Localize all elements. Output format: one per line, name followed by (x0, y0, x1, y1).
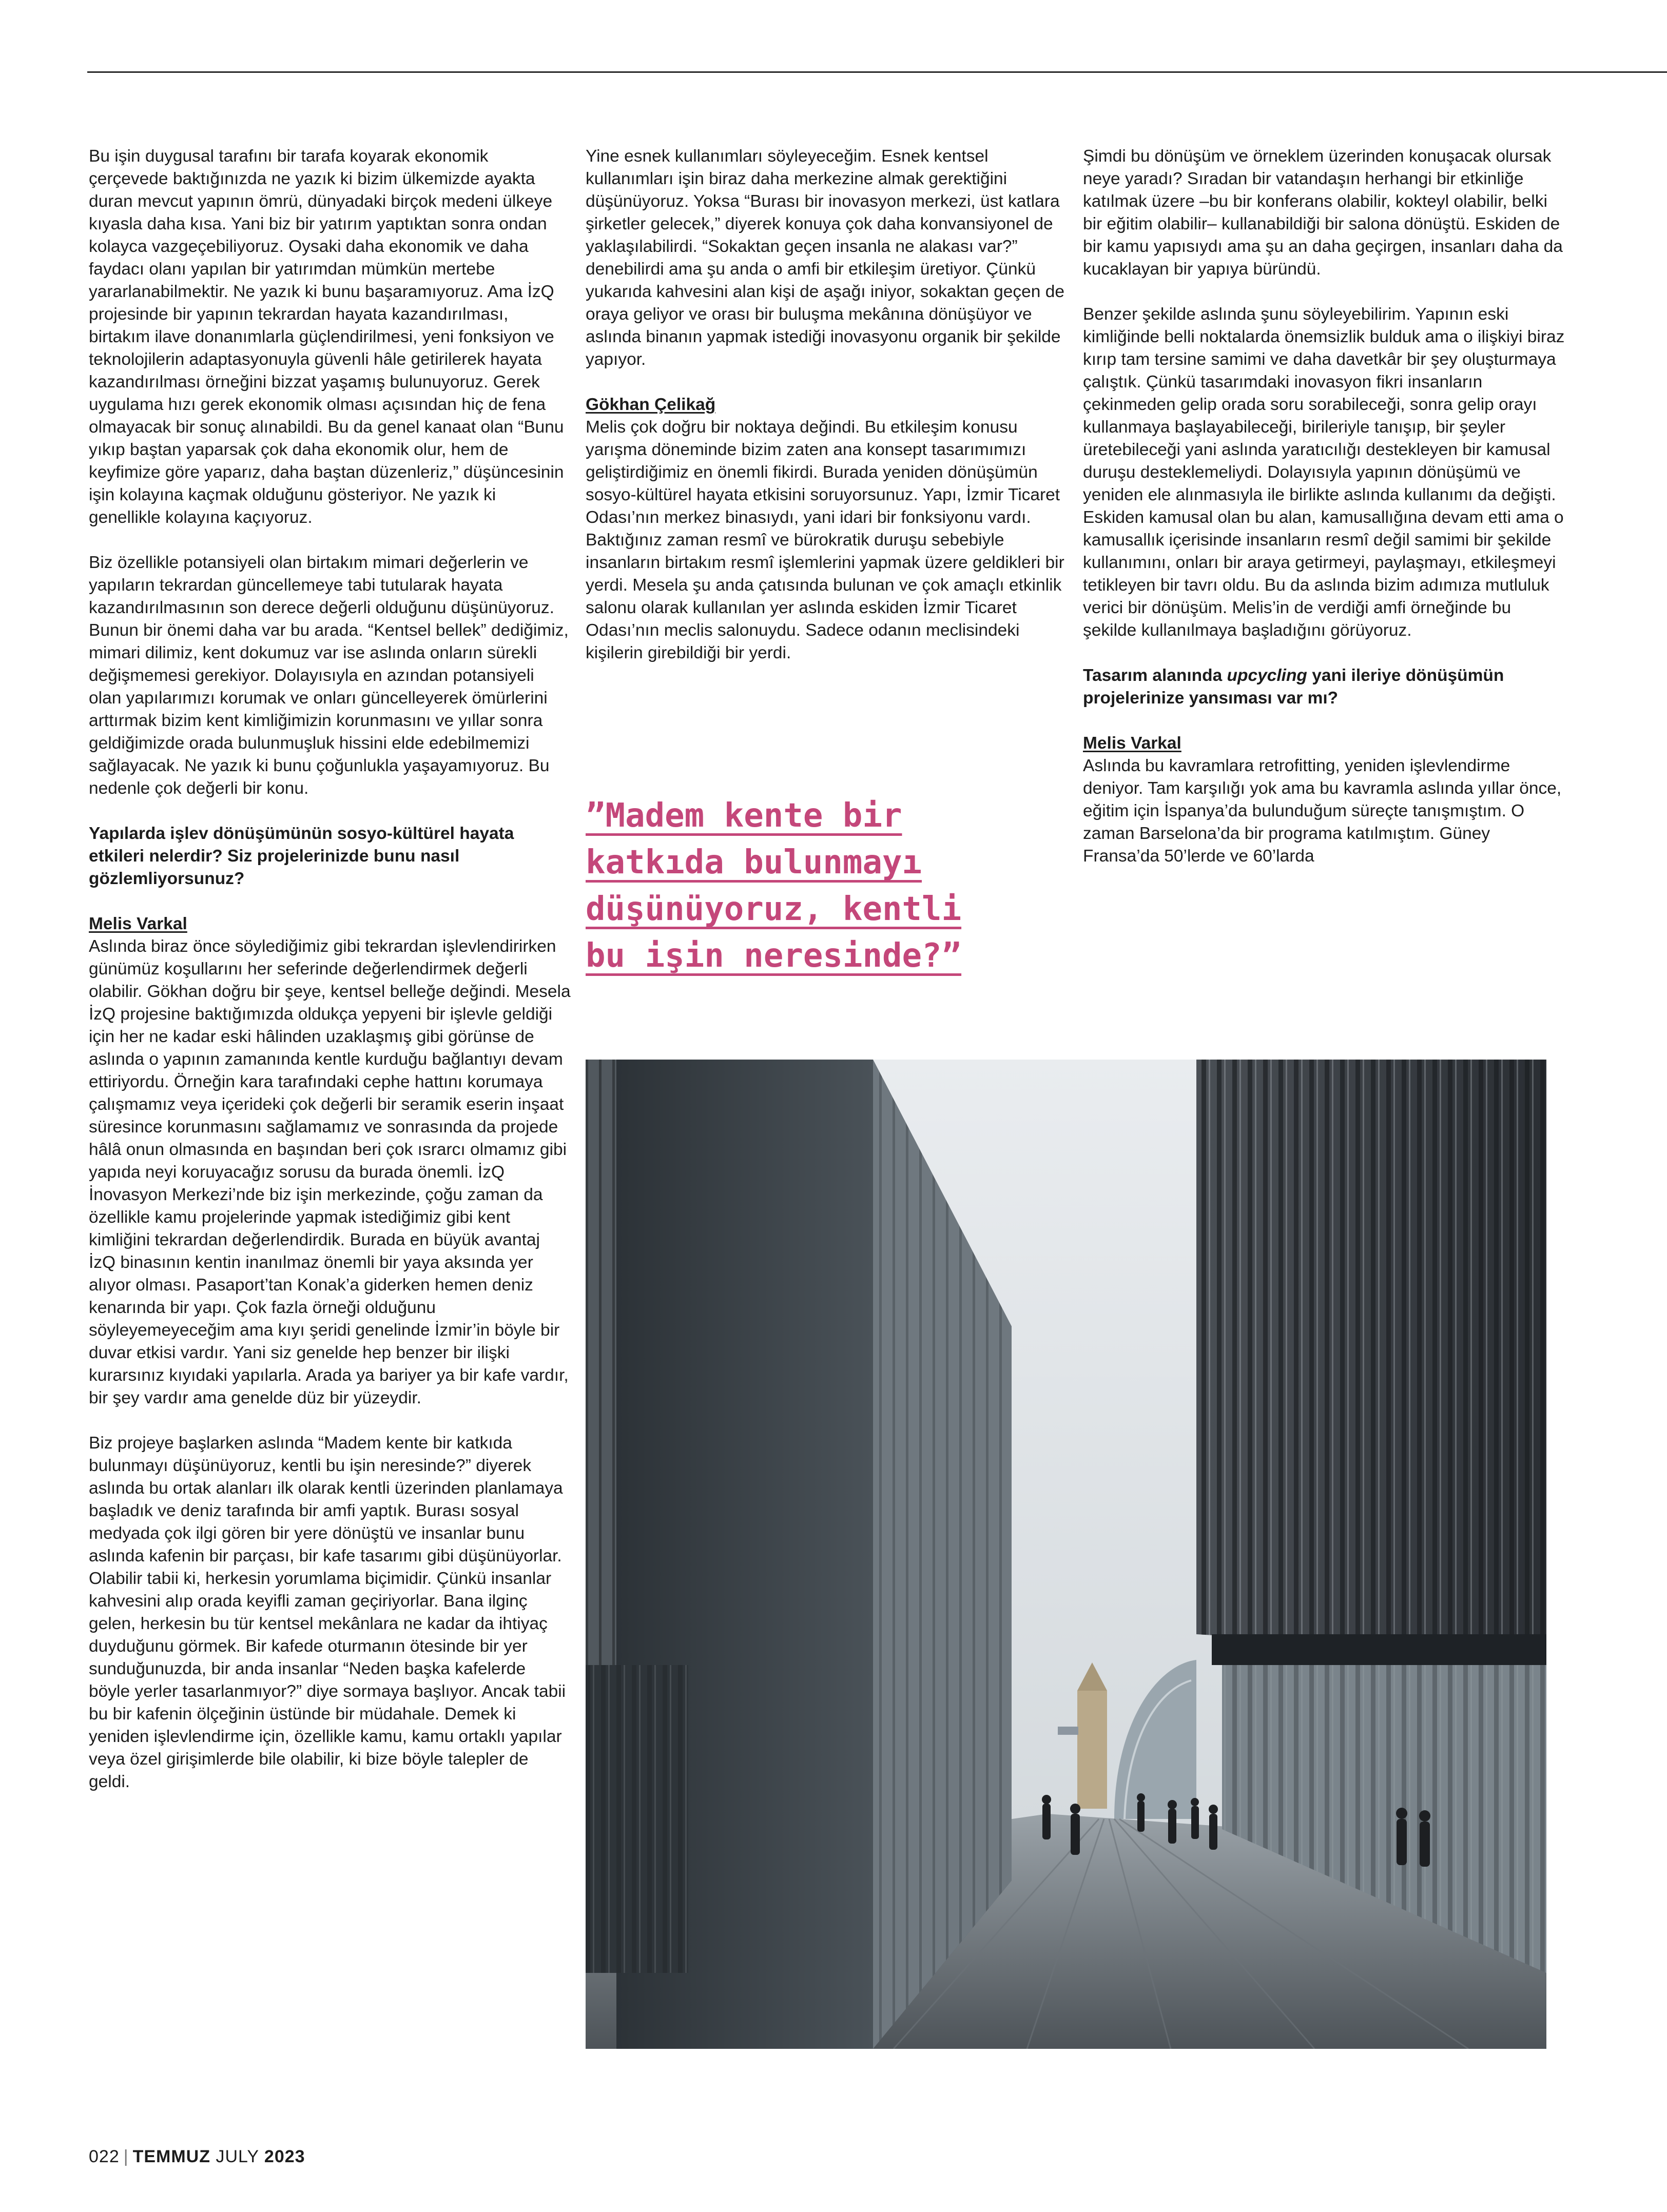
body-paragraph: Yine esnek kullanımları söyleyeceğim. Esnek kentsel kullanımları işin biraz daha merkezine almak gerektiğini düşünüyoruz. Yoksa “Burası bir inovasyon merkezi, üst katlara şirketler gelecek,” diyerek konuya çok daha konvansiyonel de yaklaşılabilirdi. “Sokaktan geçen insanla ne alakası var?” denebilirdi ama şu anda o amfi bir etkileşim üretiyor. Çünkü yukarıda kahvesini alan kişi de aşağı iniyor, sokaktan geçen de oraya geliyor ve orası bir buluşma mekânına dönüşüyor ve aslında binanın yapmak istediği inovasyonu organik bir şekilde yapıyor. (586, 147, 1064, 369)
body-paragraph: Bu işin duygusal tarafını bir tarafa koyarak ekonomik çerçevede baktığınızda ne yazık ki bizim ülkemizde ayakta duran mevcut yapının ömrü, dünyadaki birçok medeni ülkeye kıyasla daha kısa. Yani biz bir yatırım yaptıktan sonra ondan kolayca vazgeçebiliyoruz. Oysaki daha ekonomik ve daha faydacı olanı yapılan bir yatırımdan mümkün mertebe yararlanabilmektir. Ne yazık ki bunu başaramıyoruz. Ama İzQ projesinde bir yapının tekrardan hayata kazandırılması, birtakım ilave donanımlarla güçlendirilmesi, yeni fonksiyon ve teknolojilerin adaptasyonuyla güvenli hâle getirilerek hayata kazandırılması örneğini bizzat yaşamış bulunuyoruz. Gerek uygulama hızı gerek ekonomik olması açısından hiç de fena olmayacak bir sonuç alınabildi. Bu da genel kanaat olan “Bunu yıkıp baştan yaparsak çok daha ekonomik olur, hem de keyfimize göre yaparız, daha baştan düzenleriz,” düşüncesinin işin kolayına kaçmak olduğunu gösteriyor. Ne yazık ki genellikle kolayına kaçıyoruz. (89, 147, 564, 527)
body-paragraph: Biz özellikle potansiyeli olan birtakım mimari değerlerin ve yapıların tekrardan güncellemeye tabi tutularak hayata kazandırılmasının son derece değerli olduğunu düşünüyoruz. Bunun bir önemi daha var bu arada. “Kentsel bellek” dediğimiz, mimari dilimiz, kent dokumuz var ise aslında onların sürekli değişmemesi gerekiyor. Dolayısıyla en azından potansiyeli olan yapılarımızı korumak ve onları güncelleyerek ömürlerini arttırmak bizim kent kimliğimizin korunmasını ve yıllar sonra geldiğimizde orada bulunmuşluk hissini elde edebilmemizi sağlayacak. Ne yazık ki bunu çoğunlukla yaşayamıyoruz. Bu nedenle çok değerli bir konu. (89, 553, 569, 798)
page-footer (89, 2146, 305, 2167)
footer-separator: | (123, 2147, 129, 2166)
body-paragraph: Aslında biraz önce söylediğimiz gibi tekrardan işlevlendirirken günümüz koşullarını her seferinde değerlendirmek değerli olabilir. Gökhan doğru bir şeye, kentsel belleğe değindi. Mesela İzQ projesine baktığımızda oldukça yepyeni bir işlevle geldiği için her ne kadar eski hâlinden uzaklaşmış gibi görünse de aslında o yapının zamanında kentle kurduğu bağlantıyı devam ettiriyordu. Örneğin kara tarafındaki cephe hattını korumaya çalışmamız veya içerideki çok değerli bir seramik eserin inşaat süresince korunmasını sağlamamız ve sonrasında da projede hâlâ onun olmasında en başından beri çok ısrarcı olmamız gibi yapıda neyi koruyacağız sorusu da burada önemli. İzQ İnovasyon Merkezi’nde biz işin merkezinde, çoğu zaman da özellikle kamu projelerinde yapmak istediğimiz gibi kent kimliğini tekrardan değerlendirdik. Burada en büyük avantaj İzQ binasının kentin inanılmaz önemli bir yaya aksında yer alıyor olması. Pasaport’tan Konak’a giderken hemen deniz kenarında bir yapı. Çok fazla örneği olduğunu söyleyemeyeceğim ama kıyı şeridi genelinde İzmir’in böyle bir duvar etkisi vardır. Yani siz genelde hep benzer bir ilişki kurarsınız kıyıdaki yapılarla. Arada ya bariyer ya bir kafe vardır, bir şey vardır ama genelde düz bir yüzeydir. (89, 937, 571, 1407)
page-number: 022 (89, 2147, 120, 2166)
pull-quote-line: düşünüyoruz, kentli (586, 890, 962, 928)
speaker-name: Melis Varkal (1083, 734, 1181, 753)
pull-quote-line: katkıda bulunmayı (586, 844, 922, 882)
photo-illustration (586, 1060, 1546, 2049)
column-1 (89, 145, 571, 1793)
column-2 (586, 145, 1071, 664)
city-street-photo (586, 1060, 1546, 2049)
speaker-name: Gökhan Çelikağ (586, 395, 716, 414)
upcycling-term: upcycling (1227, 666, 1307, 685)
interview-question: Tasarım alanında upcycling yani ileriye dönüşümün projelerinize yansıması var mı? (1083, 666, 1504, 708)
speaker-name: Melis Varkal (89, 914, 187, 933)
header-rule (87, 71, 1667, 73)
body-paragraph: Biz projeye başlarken aslında “Madem kente bir katkıda bulunmayı düşünüyoruz, kentli bu işin neresinde?” diyerek aslında bu ortak alanları ilk olarak kentli üzerinden planlamaya başladık ve deniz tarafında bir amfi yaptık. Burası sosyal medyada çok ilgi gören bir yere dönüştü ve insanlar bunu aslında kafenin bir parçası, bir kafe tasarımı gibi düşünüyorlar. Olabilir tabii ki, herkesin yorumlama biçimidir. Çünkü insanlar kahvesini alıp orada keyifli zaman geçiriyorlar. Bana ilginç gelen, herkesin bu tür kentsel mekânlara ne kadar da ihtiyaç duyduğunu görmek. Bir kafede oturmanın ötesinde bir yer sunduğunuzda, bir anda insanlar “Neden başka kafelerde böyle yerler tasarlanmıyor?” diye sormaya başlıyor. Ancak tabii bu bir kafenin ölçeğinin üstünde bir müdahale. Demek ki yeniden işlevlendirme için, özellikle kamu, kamu ortaklı yapılar veya özel girişimlerde bile olabilir, ki bize böyle talepler de geldi. (89, 1434, 566, 1791)
issue-month-en: JULY (216, 2147, 259, 2166)
pull-quote-line: bu işin neresinde?” (586, 937, 962, 975)
pull-quote (586, 793, 1048, 980)
body-paragraph: Şimdi bu dönüşüm ve örneklem üzerinden konuşacak olursak neye yaradı? Sıradan bir vatandaşın herhangi bir etkinliğe katılmak üzere –bu bir konferans olabilir, kokteyl olabilir, belki bir eğitim olabilir– kullanabildiği bir salona dönüştü. Eskiden de bir kamu yapısıydı ama şu an daha geçirgen, insanları daha da kucaklayan bir yapıya büründü. (1083, 147, 1563, 279)
body-paragraph: Aslında bu kavramlara retrofitting, yeniden işlevlendirme deniyor. Tam karşılığı yok ama bu kavramla aslında yıllar önce, eğitim için İspanya’da bulunduğum süreçte tanışmıştım. O zaman Barselona’da bir programa katılmıştım. Güney Fransa’da 50’lerde ve 60’larda (1083, 756, 1562, 866)
body-paragraph: Benzer şekilde aslında şunu söyleyebilirim. Yapının eski kimliğinde belli noktalarda önemsizlik bulduk ama o ilişkiyi biraz kırıp tam tersine samimi ve daha davetkâr bir şey oluşturmaya çalıştık. Çünkü tasarımdaki inovasyon fikri insanların çekinmeden gelip orada soru sorabileceği, sonra gelip orayı kullanmaya başlayabileceği, birileriyle tanışıp, bir şeyler üretebileceği yani aslında yaratıcılığı destekleyen bir kamusal duruşu desteklemeliydi. Dolayısıyla yapının dönüşümü ve yeniden ele alınmasıyla ile birlikte aslında kullanımı da değişti. Eskiden kamusal olan bu alan, kamusallığına devam etti ama o kamusallık içerisinde insanların resmî değil samimi bir şekilde kullanımını, onları bir araya getirmeyi, paylaşmayı, etkileşmeyi tetikleyen bir tavrı oldu. Bu da aslında bizim adımıza mutluluk verici bir dönüşüm. Melis’in de verdiği amfi örneğinde bu şekilde kullanılmaya başladığını görüyoruz. (1083, 305, 1565, 640)
issue-year: 2023 (264, 2147, 305, 2166)
body-paragraph: Melis çok doğru bir noktaya değindi. Bu etkileşim konusu yarışma döneminde bizim zaten ana konsept tasarımımızı geliştirdiğimiz en önemli fikirdi. Burada yeniden dönüşümün sosyo-kültürel hayata etkisini soruyorsunuz. Yapı, İzmir Ticaret Odası’nın merkez binasıydı, yani idari bir fonksiyonu vardı. Baktığınız zaman resmî ve bürokratik duruşu sebebiyle insanların birtakım resmî işlemlerini yapmak üzere geldikleri bir yerdi. Mesela şu anda çatısında bulunan ve çok amaçlı etkinlik salonu olarak kullanılan yer aslında eskiden İzmir Ticaret Odası’nın meclis salonuydu. Sadece odanın meclisindeki kişilerin girebildiği bir yerdi. (586, 418, 1064, 662)
interview-question: Yapılarda işlev dönüşümünün sosyo-kültürel hayata etkileri nelerdir? Siz projelerinizde bunu nasıl gözlemliyorsunuz? (89, 824, 514, 888)
pull-quote-line: ”Madem kente bir (586, 797, 902, 835)
issue-month-tr: TEMMUZ (132, 2147, 210, 2166)
column-3 (1083, 145, 1565, 868)
